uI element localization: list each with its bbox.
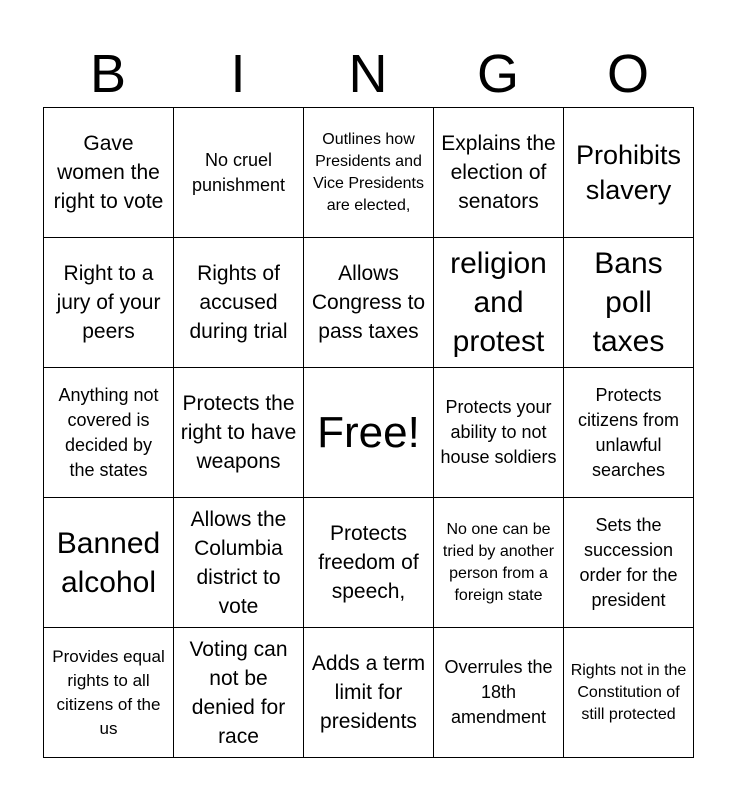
bingo-cell[interactable] xyxy=(434,368,564,498)
bingo-cell[interactable] xyxy=(174,628,304,758)
cell-text: Right to a jury of your peers xyxy=(56,262,161,343)
cell-text: Provides equal rights to all citizens of the us xyxy=(52,646,165,738)
header-letter-n: N xyxy=(348,44,388,104)
cell-text: Prohibits slavery xyxy=(575,139,682,205)
cell-text: Explains the election of senators xyxy=(441,132,556,213)
cell-text: Protects your ability to not house soldiers xyxy=(440,397,557,467)
cell-text: Rights not in the Constitution of still protected xyxy=(570,661,687,723)
cell-text: Protects citizens from unlawful searches xyxy=(577,384,680,480)
cell-text: Allows the Columbia district to vote xyxy=(190,507,287,618)
bingo-cell[interactable] xyxy=(44,498,174,628)
free-space-cell[interactable] xyxy=(304,368,434,498)
bingo-cell[interactable] xyxy=(174,108,304,238)
cell-text: Voting can not be denied for race xyxy=(189,637,288,748)
header-letter-g: G xyxy=(476,44,519,104)
cell-text: Overrules the 18th amendment xyxy=(444,657,553,727)
bingo-cell[interactable] xyxy=(434,238,564,368)
bingo-cell[interactable] xyxy=(564,238,694,368)
bingo-cell[interactable] xyxy=(434,108,564,238)
cell-text: No cruel punishment xyxy=(191,149,286,195)
bingo-cell[interactable] xyxy=(44,628,174,758)
cell-text: Sets the succession order for the president xyxy=(579,514,678,610)
cell-text: Adds a term limit for presidents xyxy=(311,652,426,733)
header-letter-o: O xyxy=(606,44,649,104)
bingo-cell[interactable] xyxy=(174,368,304,498)
bingo-cell[interactable] xyxy=(304,108,434,238)
bingo-cell[interactable] xyxy=(564,628,694,758)
cell-text: religion and protest xyxy=(450,247,547,358)
cell-text: Rights of accused during trial xyxy=(189,262,288,343)
cell-text: Banned alcohol xyxy=(56,526,161,599)
header-letter-i: I xyxy=(230,44,246,104)
bingo-cell[interactable] xyxy=(304,238,434,368)
bingo-grid xyxy=(43,107,694,758)
cell-text: No one can be tried by another person from a foreign state xyxy=(442,520,555,604)
bingo-cell[interactable] xyxy=(434,498,564,628)
cell-text: Protects the right to have weapons xyxy=(180,392,297,473)
bingo-cell[interactable] xyxy=(44,368,174,498)
cell-text: Protects freedom of speech, xyxy=(318,522,419,603)
bingo-cell[interactable] xyxy=(564,368,694,498)
header-letter-b: B xyxy=(89,44,127,104)
cell-text: Allows Congress to pass taxes xyxy=(311,262,426,343)
bingo-cell[interactable] xyxy=(304,628,434,758)
bingo-cell[interactable] xyxy=(564,108,694,238)
bingo-header xyxy=(43,40,693,108)
bingo-cell[interactable] xyxy=(304,498,434,628)
bingo-cell[interactable] xyxy=(564,498,694,628)
bingo-cell[interactable] xyxy=(174,498,304,628)
bingo-cell[interactable] xyxy=(174,238,304,368)
bingo-cell[interactable] xyxy=(434,628,564,758)
free-space-label: Free! xyxy=(317,407,420,457)
bingo-cell[interactable] xyxy=(44,238,174,368)
cell-text: Outlines how Presidents and Vice Presidents are elected, xyxy=(313,130,424,214)
cell-text: Bans poll taxes xyxy=(592,247,665,358)
bingo-cell[interactable] xyxy=(44,108,174,238)
cell-text: Anything not covered is decided by the states xyxy=(58,384,159,480)
cell-text: Gave women the right to vote xyxy=(53,132,164,213)
